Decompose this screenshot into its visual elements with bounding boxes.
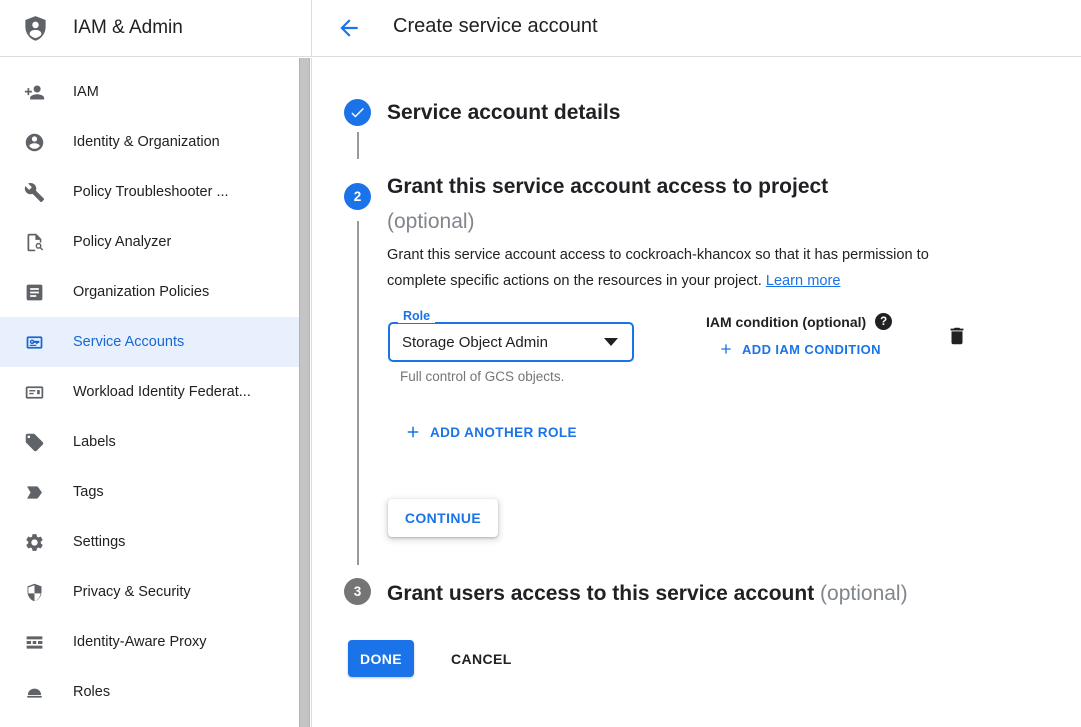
sidebar-item-roles[interactable] [0, 667, 299, 717]
sidebar-item-label: Organization Policies [73, 284, 210, 300]
badge-icon [24, 382, 45, 403]
person-add-icon [24, 82, 45, 103]
sidebar-item-label: Tags [73, 484, 104, 500]
add-another-role-label: ADD ANOTHER ROLE [430, 424, 577, 440]
sidebar-scrollbar[interactable] [299, 58, 310, 727]
sidebar-item-iam[interactable] [0, 67, 299, 117]
sidebar-item-tags[interactable] [0, 467, 299, 517]
sidebar-item-label: IAM [73, 84, 99, 100]
sidebar-item-workload-identity-federat[interactable] [0, 367, 299, 417]
sidebar-item-identity-aware-proxy[interactable] [0, 617, 299, 667]
label-arrow-icon [24, 482, 45, 503]
arrow-back-icon [336, 15, 362, 41]
step3-optional-label: (optional) [820, 582, 908, 605]
dropdown-arrow-icon [604, 338, 618, 346]
sidebar-item-label: Identity-Aware Proxy [73, 634, 207, 650]
plus-icon [718, 341, 734, 357]
sidebar-item-identity-organization[interactable] [0, 117, 299, 167]
sidebar-item-policy-analyzer[interactable] [0, 217, 299, 267]
sidebar-item-label: Policy Analyzer [73, 234, 172, 250]
step2-circle [344, 183, 371, 210]
step3-circle [344, 578, 371, 605]
back-button[interactable] [336, 15, 362, 41]
step2-optional-label: (optional) [387, 210, 475, 233]
tag-icon [24, 432, 45, 453]
cancel-button[interactable]: CANCEL [451, 650, 512, 667]
brand [0, 0, 312, 56]
trash-icon [946, 325, 968, 347]
service-account-icon [24, 332, 45, 353]
proxy-icon [24, 632, 45, 653]
step2-description-text: Grant this service account access to cockroach-khancox so that it has permission to complete specific actions on the resources in your project. [387, 247, 929, 289]
help-icon[interactable] [875, 313, 892, 330]
sidebar-item-policy-troubleshooter[interactable] [0, 167, 299, 217]
policy-analyzer-icon [24, 232, 45, 253]
done-button[interactable]: DONE [348, 640, 414, 677]
hat-icon [24, 682, 45, 703]
app-bar [0, 0, 1081, 57]
delete-role-button[interactable] [946, 325, 968, 347]
role-select[interactable] [388, 322, 634, 362]
product-title: IAM & Admin [73, 17, 183, 38]
sidebar-item-label: Settings [73, 534, 126, 550]
step2-title-text: Grant this service account access to project [387, 175, 829, 198]
wrench-icon [24, 182, 45, 203]
add-iam-condition-button[interactable] [718, 341, 881, 357]
article-icon [24, 282, 45, 303]
gear-icon [24, 532, 45, 553]
check-icon [349, 104, 366, 121]
sidebar-item-label: Workload Identity Federat... [73, 384, 251, 400]
account-circle-icon [24, 132, 45, 153]
step3-number: 3 [353, 584, 362, 599]
sidebar-item-settings[interactable] [0, 517, 299, 567]
stepper-connector [357, 221, 359, 565]
iam-condition-label-text: IAM condition (optional) [706, 313, 867, 330]
sidebar-item-label: Service Accounts [73, 334, 185, 350]
step1-complete-circle [344, 99, 371, 126]
step3-title-text: Grant users access to this service account [387, 582, 815, 605]
sidebar-item-privacy-security[interactable] [0, 567, 299, 617]
step2-description [387, 243, 985, 294]
shield-half-icon [24, 582, 45, 603]
sidebar-item-label: Identity & Organization [73, 134, 220, 150]
role-helper-text: Full control of GCS objects. [400, 369, 565, 384]
iam-condition-label [706, 313, 892, 330]
learn-more-link[interactable]: Learn more [765, 272, 841, 289]
sidebar-item-organization-policies[interactable] [0, 267, 299, 317]
stepper-connector [357, 132, 359, 159]
role-select-value: Storage Object Admin [402, 333, 548, 351]
sidebar-nav [0, 58, 299, 717]
step2-number: 2 [353, 189, 362, 204]
sidebar-item-label: Privacy & Security [73, 584, 191, 600]
sidebar-item-label: Roles [73, 684, 111, 700]
sidebar-item-label: Policy Troubleshooter ... [73, 184, 229, 200]
plus-icon [404, 423, 422, 441]
step2-title [387, 169, 828, 239]
sidebar [0, 58, 312, 727]
continue-button[interactable]: CONTINUE [388, 499, 498, 537]
sidebar-item-label: Labels [73, 434, 116, 450]
step3-title [387, 582, 908, 606]
add-another-role-button[interactable] [404, 423, 577, 441]
sidebar-item-labels[interactable] [0, 417, 299, 467]
iam-shield-logo-icon [22, 15, 49, 42]
page-title: Create service account [393, 15, 598, 37]
role-field-label: Role [398, 309, 435, 323]
sidebar-item-service-accounts[interactable] [0, 317, 299, 367]
step1-title: Service account details [387, 101, 621, 124]
add-iam-condition-label: ADD IAM CONDITION [742, 341, 881, 357]
